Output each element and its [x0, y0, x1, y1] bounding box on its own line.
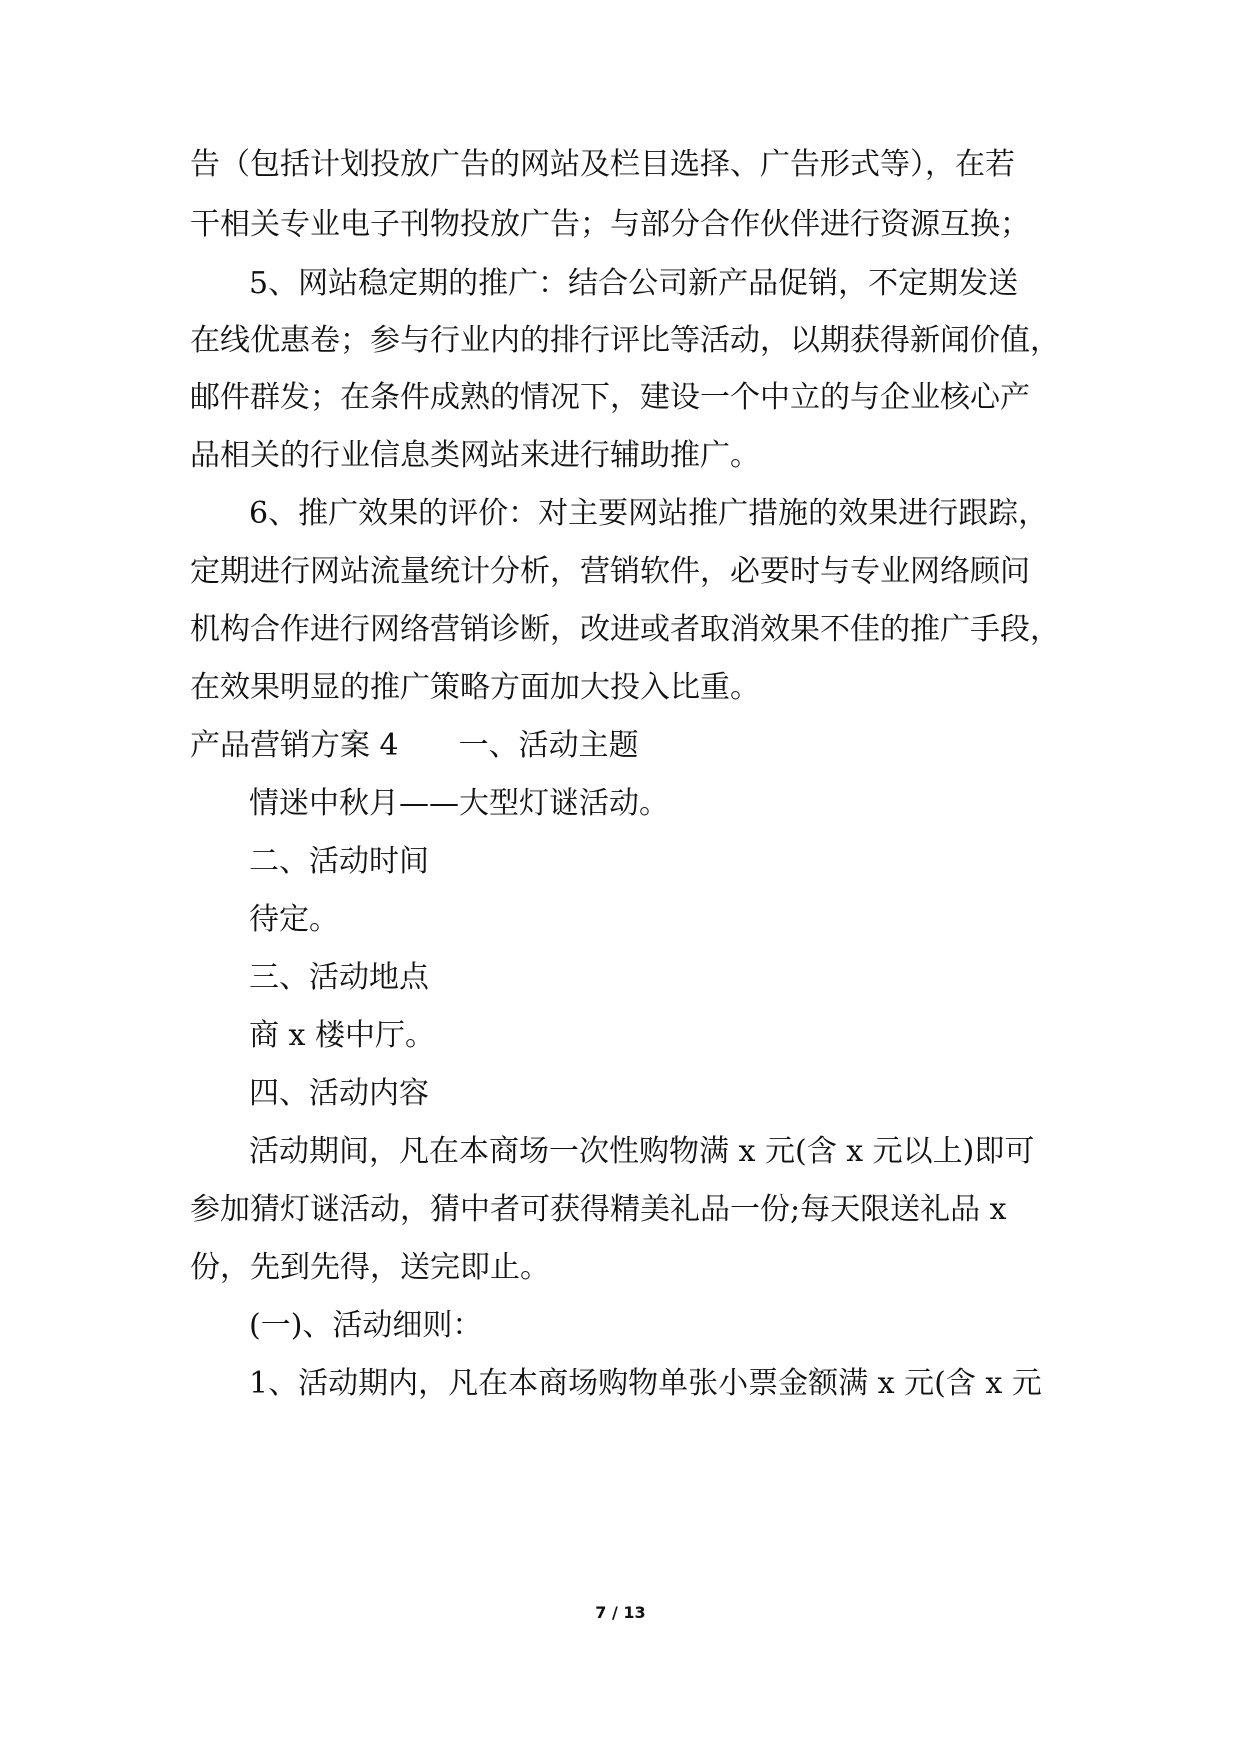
text-line: 干相关专业电子刊物投放广告；与部分合作伙伴进行资源互换； — [190, 207, 1030, 242]
section-heading: 二、活动时间 — [249, 844, 429, 879]
text-line: 份，先到先得，送完即止。 — [190, 1250, 550, 1285]
text-line: 1、活动期内，凡在本商场购物单张小票金额满 x 元(含 x 元 — [249, 1366, 1042, 1401]
text-line: 5、网站稳定期的推广：结合公司新产品促销，不定期发送 — [249, 266, 1019, 301]
text-line: 6、推广效果的评价：对主要网站推广措施的效果进行跟踪， — [249, 496, 1049, 531]
text-line: 机构合作进行网络营销诊断，改进或者取消效果不佳的推广手段， — [190, 612, 1060, 647]
text-line: 参加猜灯谜活动，猜中者可获得精美礼品一份;每天限送礼品 x — [190, 1192, 1007, 1227]
text-line: 待定。 — [249, 902, 339, 937]
text-line: 品相关的行业信息类网站来进行辅助推广。 — [190, 438, 760, 473]
text-line: 定期进行网站流量统计分析，营销软件，必要时与专业网络顾问 — [190, 554, 1030, 589]
text-line: 在线优惠卷；参与行业内的排行评比等活动，以期获得新闻价值， — [190, 323, 1060, 358]
section-heading: 三、活动地点 — [249, 960, 429, 995]
text-line: 活动期间，凡在本商场一次性购物满 x 元(含 x 元以上)即可 — [249, 1134, 1035, 1169]
text-line: (一)、活动细则： — [249, 1308, 483, 1343]
text-line: 邮件群发；在条件成熟的情况下，建设一个中立的与企业核心产 — [190, 380, 1030, 415]
section-heading: 产品营销方案 4 一、活动主题 — [190, 728, 639, 763]
text-line: 情迷中秋月——大型灯谜活动。 — [249, 786, 669, 821]
text-line: 告（包括计划投放广告的网站及栏目选择、广告形式等），在若 — [190, 147, 1015, 182]
section-heading: 四、活动内容 — [249, 1076, 429, 1111]
text-line: 在效果明显的推广策略方面加大投入比重。 — [190, 670, 760, 705]
text-line: 商 x 楼中厅。 — [249, 1018, 435, 1053]
page-number: 7 / 13 — [595, 1603, 646, 1622]
